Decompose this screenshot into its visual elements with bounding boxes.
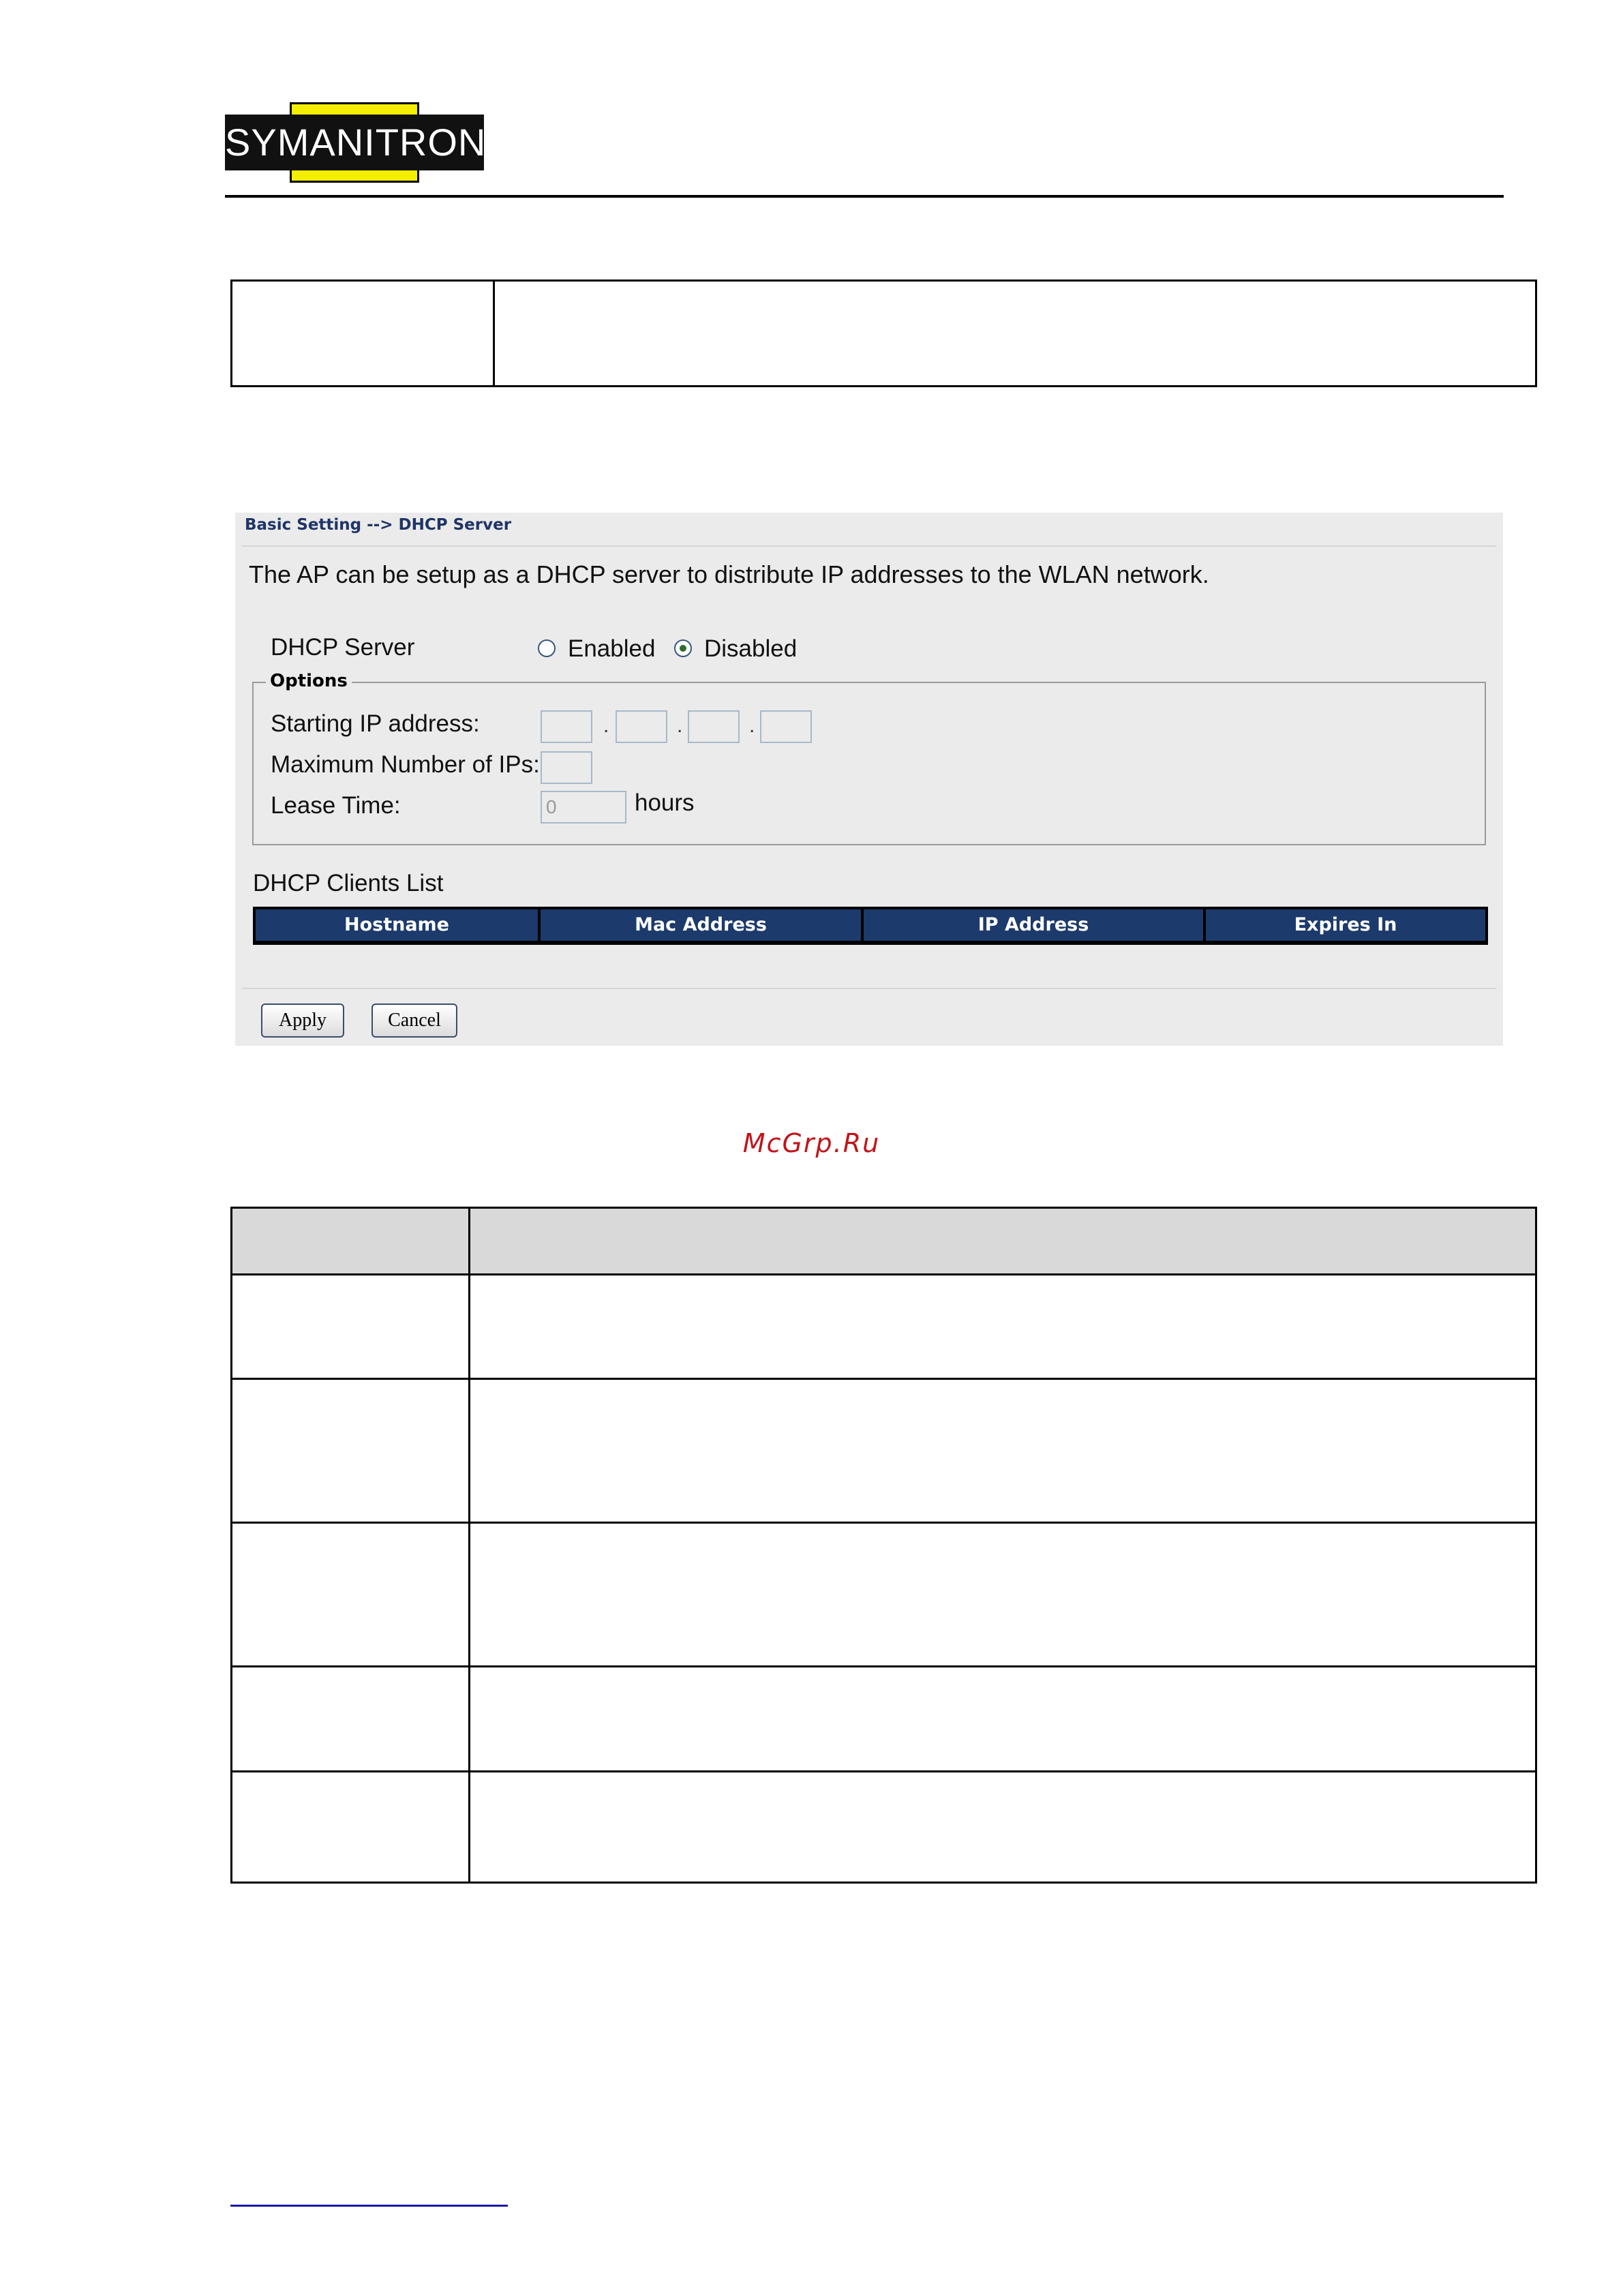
table-cell — [470, 1379, 1536, 1523]
table-header-cell — [232, 1208, 470, 1275]
max-ips-label: Maximum Number of IPs: — [271, 751, 540, 778]
starting-ip-label: Starting IP address: — [271, 710, 480, 737]
ip-dot: . — [677, 714, 683, 737]
top-description-table — [230, 280, 1537, 387]
lease-unit-label: hours — [635, 789, 695, 816]
ip-dot: . — [749, 714, 755, 737]
dhcp-server-label: DHCP Server — [271, 634, 415, 661]
table-cell — [232, 1522, 470, 1666]
table-header-cell — [470, 1208, 1536, 1275]
table-cell — [232, 1275, 470, 1379]
starting-ip-octet-2[interactable] — [616, 710, 667, 743]
starting-ip-octet-1[interactable] — [541, 710, 592, 743]
watermark: McGrp.Ru — [742, 1128, 881, 1158]
table-cell — [232, 281, 494, 387]
breadcrumb: Basic Setting --> DHCP Server — [245, 516, 512, 534]
column-header-ip-address: IP Address — [864, 909, 1203, 941]
table-cell — [470, 1522, 1536, 1666]
table-cell — [494, 281, 1536, 387]
starting-ip-octet-4[interactable] — [760, 710, 812, 743]
column-header-hostname: Hostname — [256, 909, 538, 941]
table-cell — [470, 1275, 1536, 1379]
radio-disabled-label: Disabled — [704, 635, 798, 662]
clients-list-label: DHCP Clients List — [253, 870, 444, 896]
divider — [242, 988, 1496, 989]
lease-time-input[interactable]: 0 — [541, 791, 626, 824]
ip-dot: . — [603, 714, 609, 737]
table-cell — [232, 1772, 470, 1883]
radio-enabled-label: Enabled — [568, 635, 656, 662]
dhcp-server-screenshot — [235, 513, 1503, 1046]
column-header-expires-in: Expires In — [1206, 909, 1485, 941]
parameter-description-table — [230, 1207, 1537, 1884]
table-cell — [232, 1666, 470, 1772]
clients-table — [253, 907, 1488, 945]
options-legend: Options — [266, 671, 352, 691]
max-ips-input[interactable] — [541, 751, 592, 784]
header-rule — [225, 195, 1504, 198]
table-cell — [470, 1772, 1536, 1883]
lease-time-label: Lease Time: — [271, 792, 401, 819]
intro-text: The AP can be setup as a DHCP server to distribute IP addresses to the WLAN network. — [249, 560, 1209, 588]
divider — [242, 545, 1496, 547]
footer-link[interactable] — [230, 2205, 508, 2207]
logo-text: SYMANITRON — [225, 121, 487, 164]
radio-disabled[interactable] — [674, 639, 692, 657]
apply-button[interactable]: Apply — [261, 1003, 344, 1038]
table-cell — [470, 1666, 1536, 1772]
starting-ip-octet-3[interactable] — [688, 710, 740, 743]
radio-enabled[interactable] — [538, 639, 556, 657]
company-logo — [225, 102, 487, 183]
cancel-button[interactable]: Cancel — [371, 1003, 457, 1038]
column-header-mac-address: Mac Address — [541, 909, 861, 941]
table-cell — [232, 1379, 470, 1523]
